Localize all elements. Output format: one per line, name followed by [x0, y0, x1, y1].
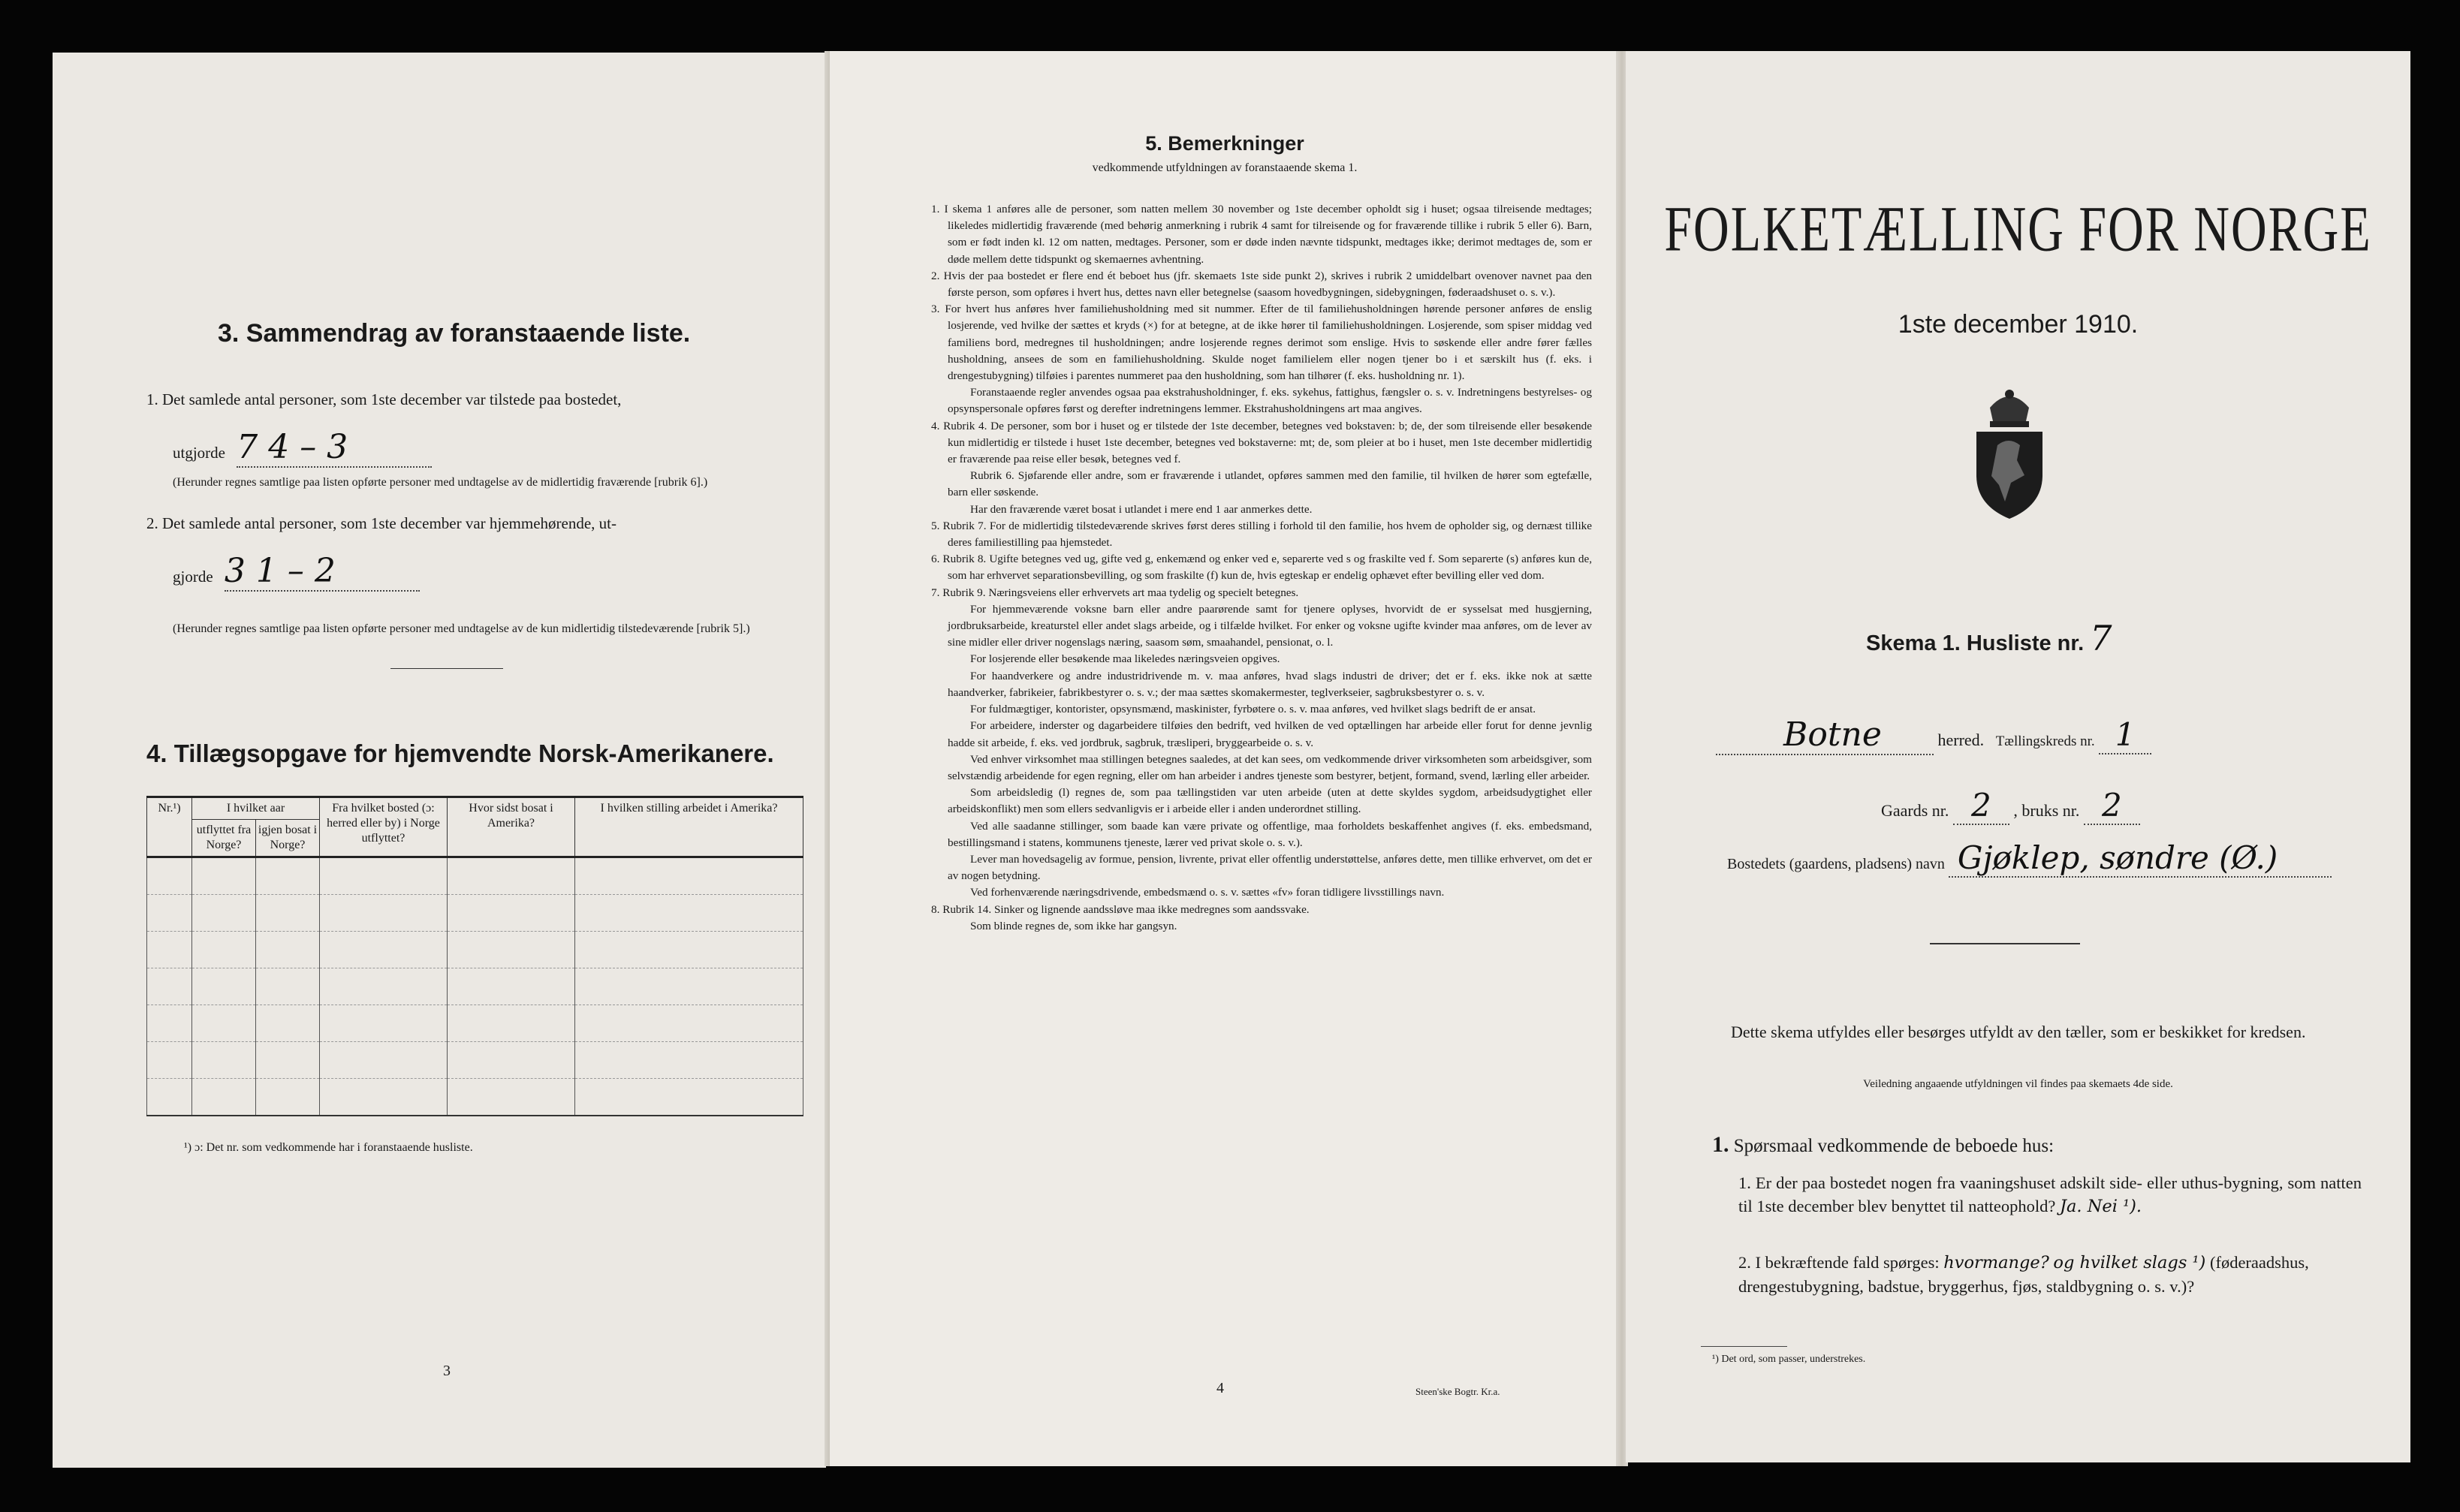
- questions-heading: 1. Spørsmaal vedkommende de beboede hus:: [1712, 1132, 2055, 1157]
- veiledning-text: Veiledning angaaende utfyldningen vil findes paa skemaets 4de side.: [1863, 1078, 2173, 1090]
- remark-paragraph: Som blinde regnes de, som ikke har gangsyn.: [970, 919, 1177, 932]
- herred-value: Botne: [1716, 715, 1934, 755]
- coat-of-arms-icon: [1967, 385, 2052, 520]
- remark-paragraph: For fuldmægtiger, kontorister, opsynsmænd, maskinister, fyrbøtere o. s. v. maa anføres, ved hvilket slags bedrift de er ansat.: [970, 703, 1536, 716]
- q1-label: utgjorde 7 4 – 3: [173, 428, 432, 468]
- col-nr: Nr.¹): [147, 797, 192, 857]
- census-date: 1ste december 1910.: [1898, 310, 2139, 339]
- ornament-divider: [1930, 943, 2080, 944]
- right-footnote: ¹) Det ord, som passer, understrekes.: [1712, 1354, 1866, 1365]
- q1-answer: Ja. Nei ¹).: [2060, 1197, 2142, 1216]
- remark-paragraph: Rubrik 6. Sjøfarende eller andre, som er fraværende i utlandet, opføres sammen med den familie, til hvilken de hører som egtefælle, barn eller søskende.: [948, 469, 1592, 499]
- middle-page-number: 4: [1216, 1380, 1224, 1396]
- remark-paragraph: Ved alle saadanne stillinger, som baade kan være private og offentlige, maa forholdets beskaffenhet angives (f. eks. embedsmand, bestillingsmand i statens, kommunens tjeneste, lærer ved privat skole o. s. v.).: [948, 819, 1592, 849]
- remark-paragraph: For hjemmeværende voksne barn eller andre paarørende samt for tjenere oplyses, hvorvidt de er sysselsat med husgjerning, jordbruksarbeide, kreaturstel eller andet slags arbeide, og i tilfælde hvilket. For enker og voksne ugifte kvinder maa anføres, om de lever av sine midler eller driver nogenslags næring, saasom søm, smaahandel, pensionat, o. l.: [948, 602, 1592, 649]
- kreds-value: 1: [2099, 716, 2151, 754]
- table-row: [147, 895, 803, 932]
- remark-paragraph: 4. Rubrik 4. De personer, som bor i huset og er tilstede der 1ste december, betegnes ved bokstaven: b; de, der som tilreisende eller besøkende kun midlertidig er tilstede i huset 1ste december, betegnes ved bokstaverne: mt; de, som pleier at bo i huset, men 1ste december midlertidig er fraværende paa reise eller besøk, betegnes ved f.: [931, 419, 1592, 466]
- remark-paragraph: 5. Rubrik 7. For de midlertidig tilstedeværende skrives først deres stilling i forhold til den familie, hos hvem de opholder sig, og dernæst tillike deres familiestilling paa hjemstedet.: [931, 519, 1592, 550]
- gaard-line: Gaards nr. 2 , bruks nr. 2: [1881, 787, 2140, 825]
- left-footnote: ¹) ɔ: Det nr. som vedkommende har i foranstaaende husliste.: [184, 1141, 473, 1154]
- table-row: [147, 1005, 803, 1042]
- remark-paragraph: 6. Rubrik 8. Ugifte betegnes ved ug, gifte ved g, enkemænd og enker ved e, separerte ved s og fraskilte ved f. Som separerte (s) anføres kun de, som har erhvervet separationsbevilling, og som fraskilte (f) kun de, hvis egteskap er endelig ophævet efter bevilling eller ved dom.: [931, 553, 1592, 583]
- table-row: [147, 1042, 803, 1079]
- right-page: [1626, 51, 2410, 1462]
- remark-paragraph: For haandverkere og andre industridrivende m. v. maa anføres, hvad slags industri de driver; det er f. eks. ikke nok at sætte haandverker, fabrikeier, fabrikbestyrer o. s. v.; der maa sættes skomakermester, teglverkseier, sagbruksbestyrer o. s. v.: [948, 669, 1592, 699]
- table-row: [147, 968, 803, 1005]
- table-row: [147, 932, 803, 968]
- q2-value: 3 1 – 2: [225, 552, 420, 592]
- col-america-place: Hvor sidst bosat i Amerika?: [448, 797, 575, 857]
- left-page: [53, 53, 826, 1468]
- table-row: [147, 1079, 803, 1116]
- q1-value: 7 4 – 3: [237, 428, 432, 468]
- skema-line: Skema 1. Husliste nr. 7: [1866, 618, 2112, 658]
- husliste-nr: 7: [2090, 618, 2112, 658]
- q2-text: 2. Det samlede antal personer, som 1ste december var hjemmehørende, ut-: [146, 514, 617, 532]
- gaards-value: 2: [1953, 787, 2009, 825]
- remark-paragraph: Som arbeidsledig (l) regnes de, som paa tællingstiden var uten arbeide (uten at dette skyldes sygdom, arbeidsudygtighet eller arbeidskonflikt) men som ellers sedvanligvis er i arbeide eller i anden underordnet stilling.: [948, 786, 1592, 816]
- remark-paragraph: 2. Hvis der paa bostedet er flere end ét beboet hus (jfr. skemaets 1ste side punkt 2), skrives i rubrik 2 umiddelbart ovenover navnet paa den første person, som opføres i hvert hus, dettes navn eller betegnelse (saasom hovedbygningen, sidebygningen, føderaadshuset o. s. v.).: [931, 269, 1592, 300]
- remarks-body: [931, 201, 1592, 935]
- intro-text: Dette skema utfyldes eller besørges utfyldt av den tæller, som er beskikket for kredsen.: [1731, 1023, 2306, 1041]
- remarks-title: 5. Bemerkninger: [1145, 132, 1304, 155]
- divider: [390, 668, 503, 669]
- table-row: [147, 857, 803, 895]
- remark-paragraph: For arbeidere, inderster og dagarbeidere tilføies den bedrift, ved hvilken de ved optællingen har arbeide eller forut for denne jevnlig hadde sit arbeide, f. eks. ved jordbruk, sagbruk, træsliperi, bryggearbeide o. s. v.: [948, 719, 1592, 749]
- q2-label: gjorde 3 1 – 2: [173, 552, 420, 592]
- col-out: utflyttet fra Norge?: [192, 820, 256, 857]
- question-2: 2. I bekræftende fald spørges: hvormange? og hvilket slags ¹) (føderaadshus, drengestubygning, badstue, bryggerhus, fjøs, staldbygning o. s. v.)?: [1738, 1253, 2309, 1296]
- middle-page: [830, 51, 1620, 1466]
- section3-title: 3. Sammendrag av foranstaaende liste.: [218, 319, 691, 348]
- printer-imprint: Steen'ske Bogtr. Kr.a.: [1415, 1386, 1500, 1397]
- bruks-value: 2: [2084, 787, 2140, 825]
- remark-paragraph: 7. Rubrik 9. Næringsveiens eller erhvervets art maa tydelig og specielt betegnes.: [931, 586, 1299, 599]
- col-year-group: I hvilket aar: [192, 797, 320, 820]
- remark-paragraph: Lever man hovedsagelig av formue, pension, livrente, privat eller offentlig understøttelse, anføres dette, men tillike erhvervet, om det er av nogen betydning.: [948, 852, 1592, 883]
- remark-paragraph: Har den fraværende været bosat i utlandet i mere end 1 aar anmerkes dette.: [970, 502, 1313, 516]
- col-america-job: I hvilken stilling arbeidet i Amerika?: [575, 797, 803, 857]
- question-1: 1. Er der paa bostedet nogen fra vaaningshuset adskilt side- eller uthus-bygning, som natten til 1ste december blev benyttet til natteophold? Ja. Nei ¹).: [1738, 1173, 2362, 1216]
- census-title: FOLKETÆLLING FOR NORGE: [1664, 193, 2372, 265]
- herred-line: Botne herred. Tællingskreds nr. 1: [1716, 715, 2151, 755]
- remark-paragraph: 1. I skema 1 anføres alle de personer, som natten mellem 30 november og 1ste december opholdt sig i huset; ogsaa tilreisende medtages; likeledes midlertidig fraværende (med behørig anmerkning i rubrik 4 samt for tilreisende og for fraværende tillike i rubrik 5 eller 6). Barn, som er født inden kl. 12 om natten, medtages. Personer, som er døde inden nævnte tidspunkt, medtages ikke; derimot medtages de, som er døde mellem dette tidspunkt og skemaernes avhentning.: [931, 203, 1592, 266]
- bosted-line: Bostedets (gaardens, pladsens) navn Gjøklep, søndre (Ø.): [1727, 839, 2332, 878]
- right-footnote-rule: [1701, 1346, 1787, 1347]
- remark-paragraph: Ved forhenværende næringsdrivende, embedsmænd o. s. v. sættes «fv» foran tidligere livsstillings navn.: [970, 886, 1445, 899]
- remark-paragraph: Foranstaaende regler anvendes ogsaa paa ekstrahusholdninger, f. eks. sykehus, fattighus, fængsler o. s. v. Indretningens bestyrelses- og opsynspersonale opføres først og derefter indretningens lemmer. Ekstrahusholdningens art maa angives.: [948, 386, 1592, 416]
- left-page-number: 3: [443, 1363, 451, 1379]
- remark-paragraph: For losjerende eller besøkende maa likeledes næringsveien opgives.: [970, 652, 1280, 666]
- section4-title: 4. Tillægsopgave for hjemvendte Norsk-Amerikanere.: [146, 739, 774, 767]
- q1-text: 1. Det samlede antal personer, som 1ste december var tilstede paa bostedet,: [146, 390, 622, 408]
- q2-note: (Herunder regnes samtlige paa listen opførte personer med undtagelse av de kun midlertidig tilstedeværende [rubrik 5].): [173, 622, 750, 635]
- remark-paragraph: 8. Rubrik 14. Sinker og lignende aandssløve maa ikke medregnes som aandssvake.: [931, 902, 1310, 916]
- col-from: Fra hvilket bosted (ɔ: herred eller by) i Norge utflyttet?: [320, 797, 448, 857]
- remark-paragraph: 3. For hvert hus anføres hver familiehusholdning med sit nummer. Efter de til familiehusholdningen hørende personer anføres de enslig losjerende, ved hvilke der sættes et kryds (×) for at betegne, at de ikke hører til familiehusholdningen. Losjerende, som spiser middag ved familiens bord, medregnes til husholdningen; andre losjerende regnes derimot som enslige. Hvis to søskende eller andre fører fælles husholdning, ansees de som en familiehusholdning. Skulde noget familielem eller nogen tjener bo i et særskilt hus (f. eks. i drengestubygning) tilføies i parentes nummeret paa den husholdning, som han tilhører (f. eks. husholdning nr. 1).: [931, 303, 1592, 383]
- bosted-value: Gjøklep, søndre (Ø.): [1949, 839, 2332, 878]
- remark-paragraph: Ved enhver virksomhet maa stillingen betegnes saaledes, at det kan sees, om vedkommende driver virksomheten som arbeidsgiver, som selvstændig arbeidende for egen regning, eller om han arbeider i andres tjeneste som bestyrer, betjent, formand, svend, lærling eller arbeider.: [948, 752, 1592, 782]
- remarks-subtitle: vedkommende utfyldningen av foranstaaende skema 1.: [1092, 161, 1358, 174]
- col-back: igjen bosat i Norge?: [256, 820, 320, 857]
- norsk-amerikanere-table: [146, 796, 803, 1116]
- q1-note: (Herunder regnes samtlige paa listen opførte personer med undtagelse av de midlertidig fraværende [rubrik 6].): [173, 476, 708, 489]
